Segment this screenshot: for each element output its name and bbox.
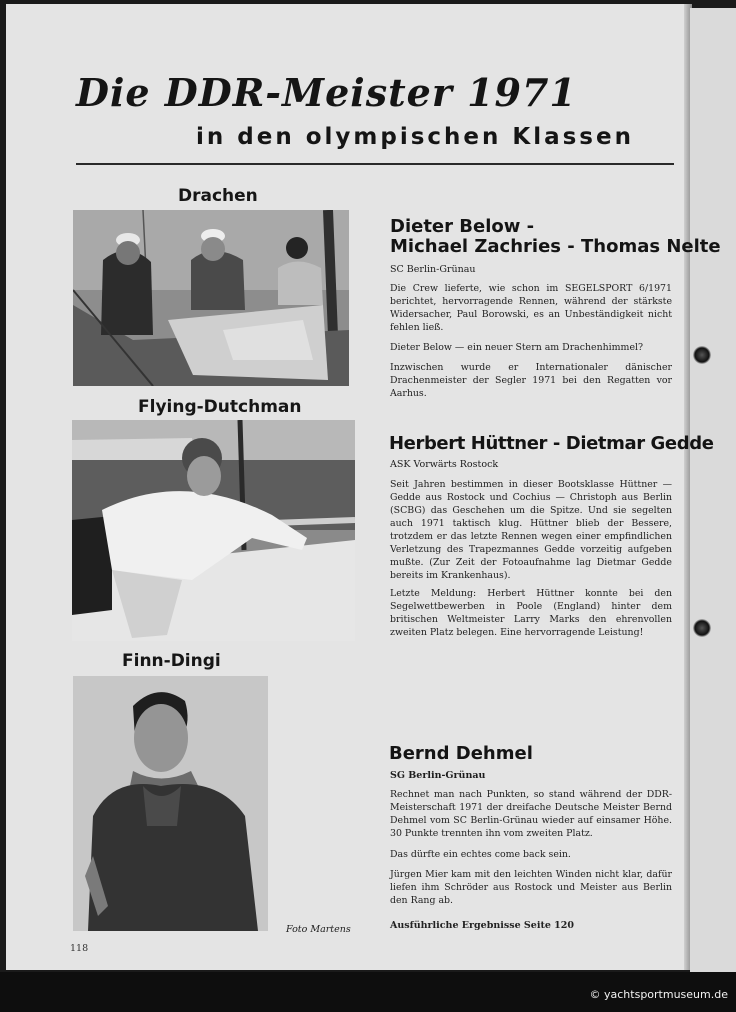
flying-dutchman-paragraph: Letzte Meldung: Herbert Hüttner konnte bei den Segelwettbewerben in Poole (England) hinter dem britischen Weltmeister Larry Marks den ehrenvollen zweiten Platz belegen. Eine hervorragende Leistung! — [390, 588, 672, 638]
drachen-crew-photo — [73, 210, 349, 386]
finn-dingi-paragraph: Jürgen Mier kam mit den leichten Winden nicht klar, dafür liefen ihm Schröder aus Rostock und Meister aus Berlin den Rang ab. — [390, 869, 672, 906]
finn-dingi-paragraph: Das dürfte ein echtes come back sein. — [390, 849, 571, 860]
class-label-finn-dingi: Finn-Dingi — [122, 651, 221, 671]
binding-hole-icon — [693, 619, 711, 637]
adjacent-page-edge — [690, 8, 736, 972]
flying-dutchman-crew-heading: Herbert Hüttner - Dietmar Gedde — [389, 433, 714, 454]
page-subtitle: in den olympischen Klassen — [196, 124, 634, 150]
drachen-club: SC Berlin-Grünau — [390, 264, 476, 275]
finn-dingi-sailor-heading: Bernd Dehmel — [389, 743, 533, 764]
drachen-crew-heading-line2: Michael Zachries - Thomas Nelte — [390, 236, 721, 257]
drachen-paragraph: Dieter Below — ein neuer Stern am Drachenhimmel? — [390, 342, 644, 353]
flying-dutchman-paragraph: Seit Jahren bestimmen in dieser Bootsklasse Hüttner — Gedde aus Rostock und Cochius — Christoph aus Berlin (SCBG) das Geschehen um die Spitze. Und sie segelten auch 1971 taktisch klug. Hüttner blieb der Bessere, trotzdem er das letzte Rennen wegen einer empfindlichen Verletzung des Trapezmannes Gedde vorzeitig aufgeben mußte. (Zur Zeit der Fotoaufnahme lag Dietmar Gedde bereits im Krankenhaus). — [390, 479, 672, 581]
page-number: 118 — [70, 943, 89, 954]
page-title: Die DDR-Meister 1971 — [76, 70, 577, 115]
binding-hole-icon — [693, 346, 711, 364]
flying-dutchman-club: ASK Vorwärts Rostock — [390, 459, 499, 470]
drachen-paragraph: Inzwischen wurde er Internationaler dänischer Drachenmeister der Segler 1971 bei den Regatten vor Aarhus. — [390, 362, 672, 399]
drachen-crew-heading-line1: Dieter Below - — [390, 216, 535, 237]
finn-dingi-paragraph: Rechnet man nach Punkten, so stand während der DDR-Meisterschaft 1971 der dreifache Deutsche Meister Bernd Dehmel vom SC Berlin-Grünau wieder auf einsamer Höhe. 30 Punkte trennten ihn vom zweiten Platz. — [390, 789, 672, 839]
photo-credit: Foto Martens — [286, 924, 351, 935]
class-label-flying-dutchman: Flying-Dutchman — [138, 397, 302, 417]
class-label-drachen: Drachen — [178, 186, 258, 206]
title-divider — [76, 163, 674, 165]
copyright-watermark: © yachtsportmuseum.de — [589, 988, 728, 1001]
drachen-paragraph: Die Crew lieferte, wie schon im SEGELSPORT 6/1971 berichtet, hervorragende Rennen, während der stärkste Widersacher, Paul Borowski, es an Unbeständigkeit nicht fehlen ließ. — [390, 283, 672, 333]
finn-dingi-club: SG Berlin-Grünau — [390, 770, 486, 781]
finn-dingi-portrait-photo — [73, 676, 268, 931]
flying-dutchman-photo — [72, 420, 355, 641]
results-reference: Ausführliche Ergebnisse Seite 120 — [390, 920, 575, 931]
